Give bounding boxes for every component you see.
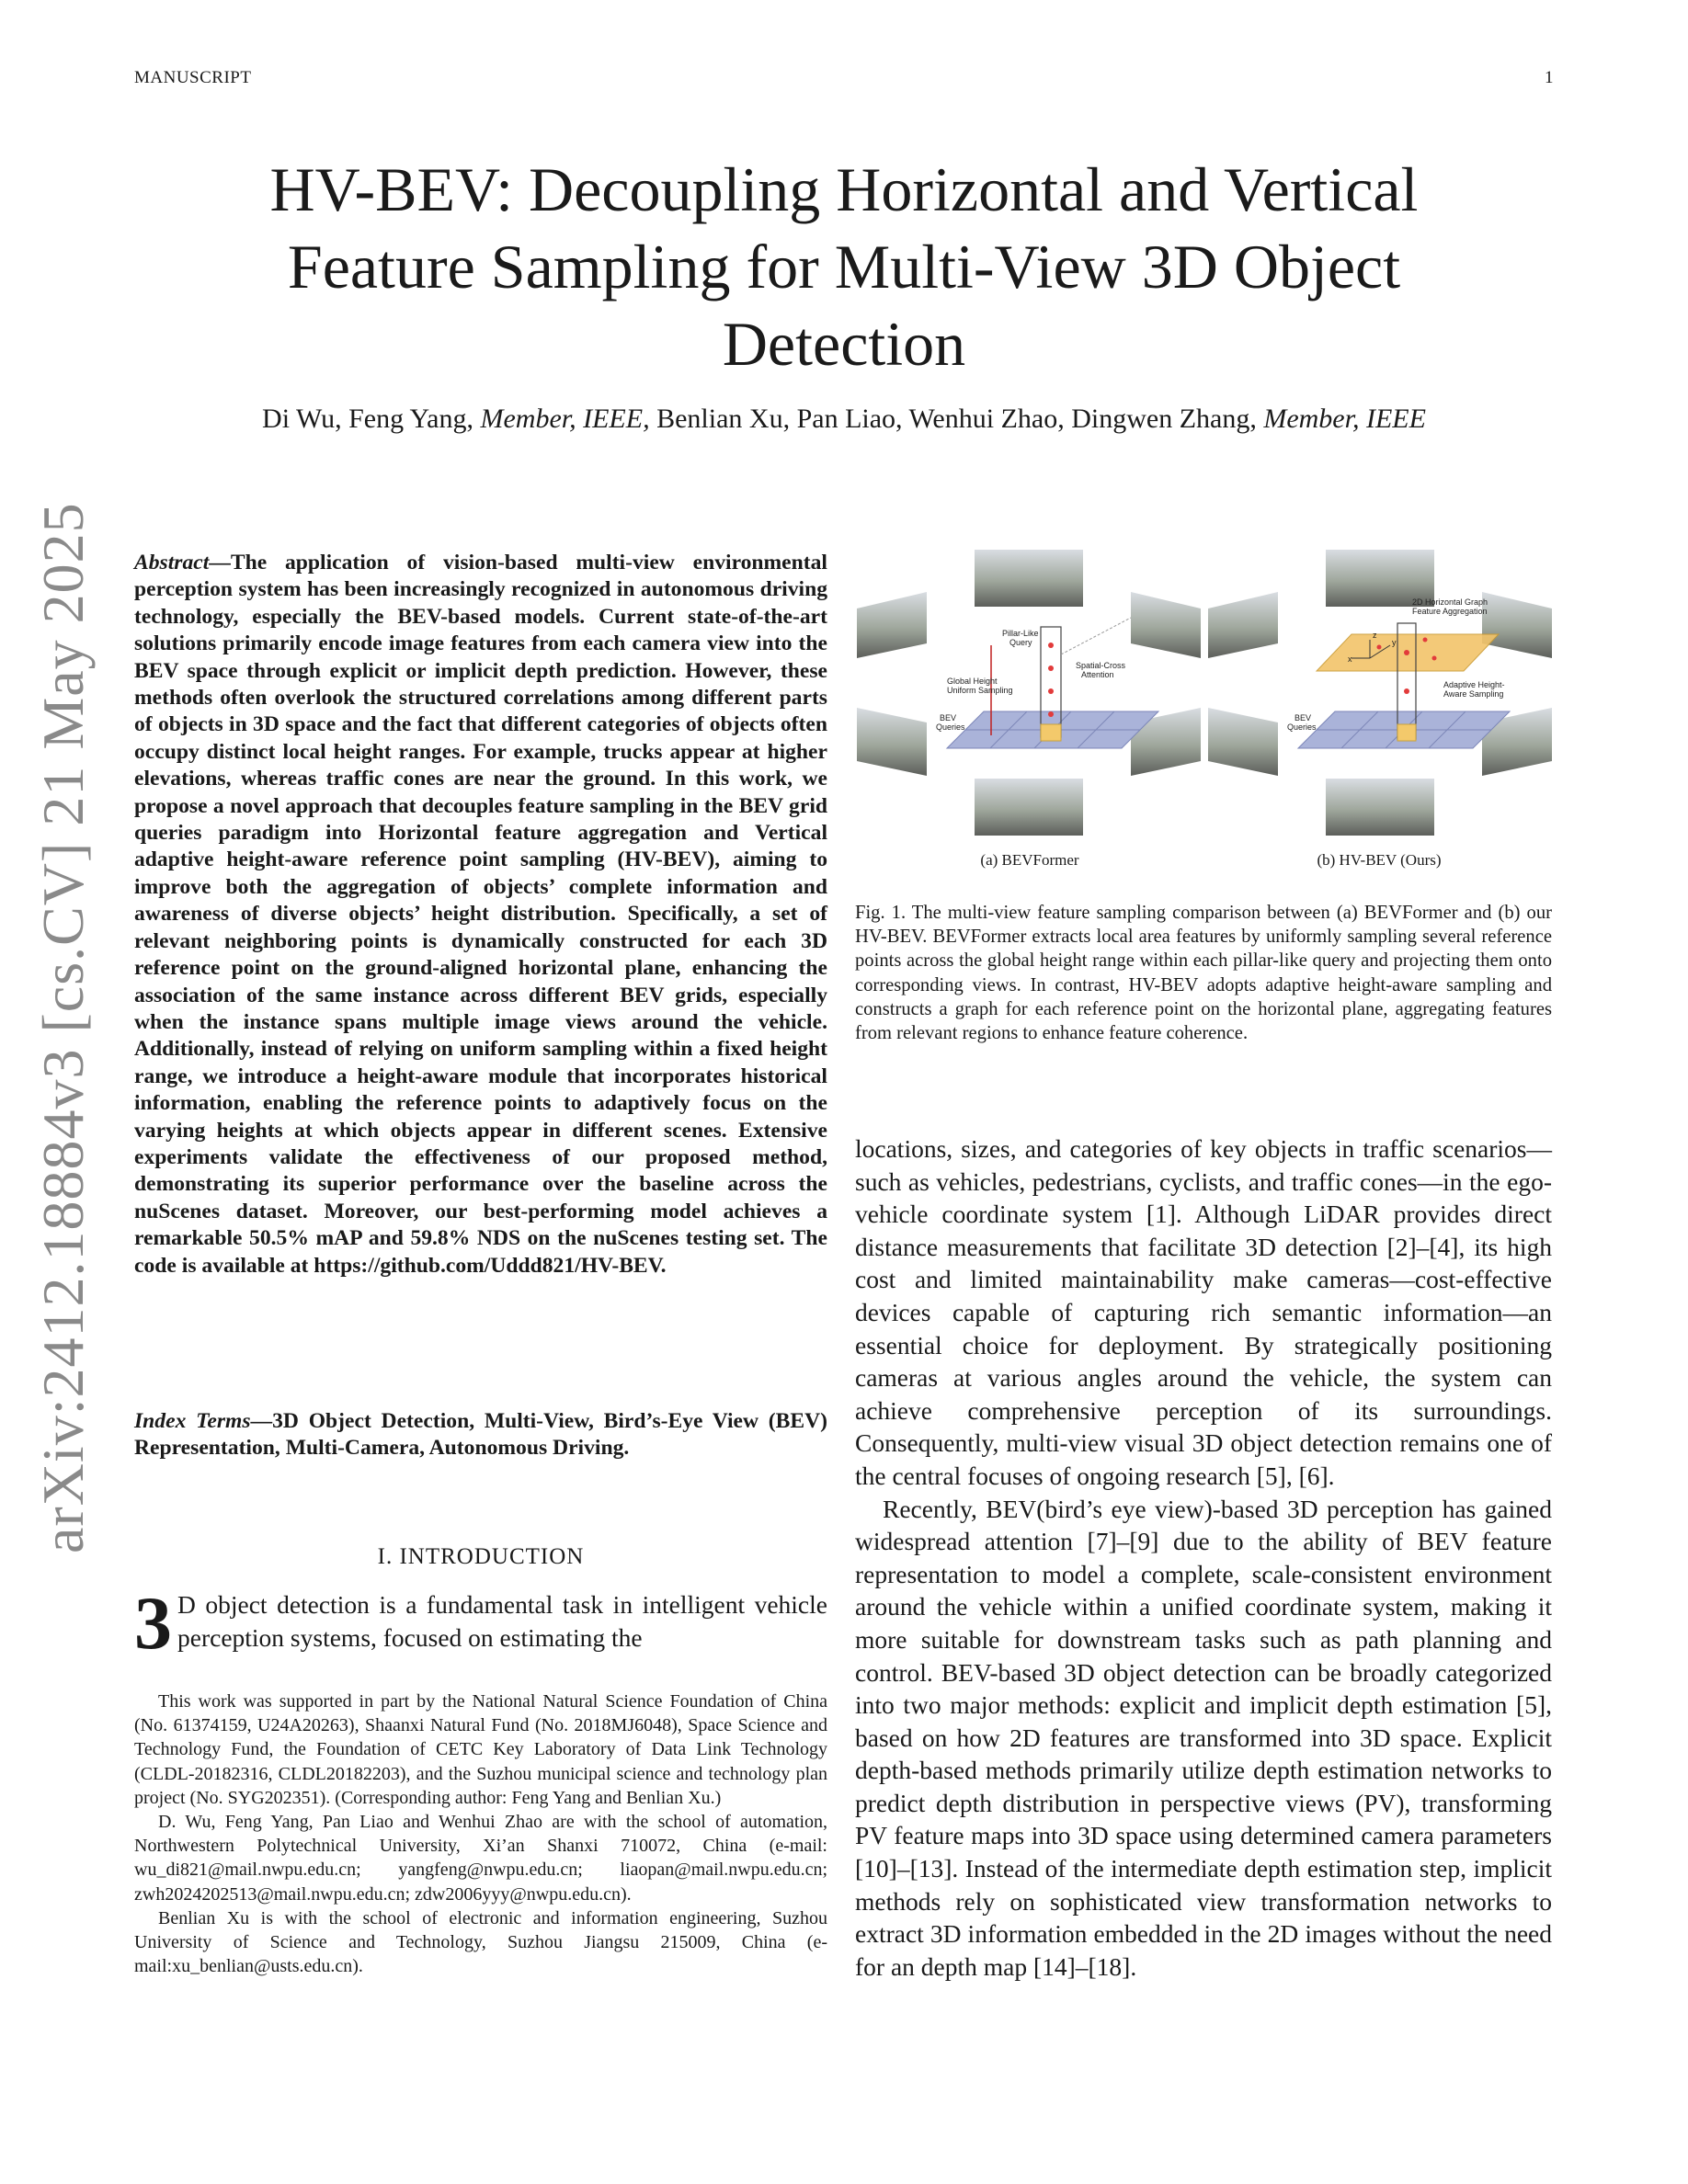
camera-front-left-b: [1208, 592, 1278, 658]
paragraph-1: locations, sizes, and categories of key objects in traffic scenarios—such as vehicles, pedestrians, cyclists, and traffic cones—in the ego-vehicle coordinate system [1]. Although LiDAR provides direct distance measurements that facilitate 3D detection [2]–[4], its high cost and limited maintainability make cameras—cost-effective devices capable of capturing rich semantic information—an essential choice for deployment. By strategically positioning cameras at various angles around the vehicle, the system can achieve comprehensive perception of its surroundings. Consequently, multi-view visual 3D object detection remains one of the central focuses of ongoing research [5], [6].: [855, 1134, 1552, 1490]
label-global-height: Global Height Uniform Sampling: [947, 677, 1013, 695]
camera-back-left-a: [857, 708, 927, 776]
footnote-funding: This work was supported in part by the National Natural Science Foundation of China (No. 61374159, U24A20263), Shaanxi Natural Fund (No. 2018MJ6048), Space Science and Technology Fund, the Foundation of CETC Key Laboratory of Data Link Technology (CLDL-20182316, CLDL20182203), and the Suzhou municipal science and technology plan project (No. SYG202351). (Corresponding author: Feng Yang and Benlian Xu.): [134, 1691, 827, 1808]
authors-part-1: Di Wu, Feng Yang,: [262, 404, 481, 434]
title-line-2: Feature Sampling for Multi-View 3D Object: [287, 232, 1401, 301]
section-title: NTRODUCTION: [407, 1544, 585, 1569]
footnote-affiliation-1: D. Wu, Feng Yang, Pan Liao and Wenhui Zhao are with the school of automation, Northwestern Polytechnical University, Xi’an Shanxi 710072, China (e-mail: wu_di821@mail.nwpu.edu.cn; yangfeng@nwpu.edu.cn; liaopan@mail.nwpu.edu.cn; zwh2024202513@mail.nwpu.edu.cn; zdw2006yyy@nwpu.edu.cn).: [134, 1812, 827, 1905]
abstract-text: —The application of vision-based multi-view environmental perception system has been increasingly recognized in autonomous driving technology, especially the BEV-based models. Current state-of-the-art solutions primarily encode image features from each camera view into the BEV space through explicit or implicit depth prediction. However, these methods often overlook the structured correlations among different parts of objects in 3D space and the fact that different categories of objects often occupy distinct local height ranges. For example, trucks appear at higher elevations, whereas traffic cones are near the ground. In this work, we propose a novel approach that decouples feature sampling in the BEV grid queries paradigm into Horizontal feature aggregation and Vertical adaptive height-aware reference point sampling (HV-BEV), aiming to improve both the aggregation of objects’ complete information and awareness of diverse objects’ height distribution. Specifically, a set of relevant neighboring points is dynamically constructed for each 3D reference point on the ground-aligned horizontal plane, enhancing the association of the same instance across different BEV grids, especially when the instance spans multiple image views around the vehicle. Additionally, instead of relying on uniform sampling within a fixed height range, we introduce a height-aware module that incorporates historical information, enabling the reference points to adaptively focus on the varying heights at which objects appear in different scenes. Extensive experiments validate the effectiveness of our proposed method, demonstrating its superior performance over the baseline across the nuScenes dataset. Moreover, our best-performing model achieves a remarkable 50.5% mAP and 59.8% NDS on the nuScenes testing set. The code is available at https://github.com/Uddd821/HV-BEV.: [134, 551, 827, 1278]
label-adaptive-height: Adaptive Height-Aware Sampling: [1443, 680, 1505, 699]
index-terms-text: —3D Object Detection, Multi-View, Bird’s-Eye View (BEV) Representation, Multi-Camera, Autonomous Driving.: [134, 1409, 827, 1461]
running-header: MANUSCRIPT: [134, 68, 252, 87]
figure-diagram: [855, 544, 1554, 847]
author-list: [138, 401, 1550, 438]
authors-affil-2: Member, IEEE: [1263, 404, 1426, 434]
camera-front-right-a: [1131, 592, 1201, 658]
axis-label-z: z: [1373, 631, 1377, 640]
footnote: [134, 1689, 827, 1978]
label-bev-queries-a: BEV Queries: [936, 713, 965, 732]
camera-front-right-b: [1482, 592, 1552, 658]
drop-cap: 3: [134, 1581, 172, 1665]
title-line-1: HV-BEV: Decoupling Horizontal and Vertical: [269, 154, 1419, 224]
label-spatial-cross: Spatial-Cross Attention: [1076, 661, 1126, 679]
intro-paragraph: [134, 1581, 827, 1665]
figure-caption: Fig. 1. The multi-view feature sampling comparison between (a) BEVFormer and (b) our HV-BEV. BEVFormer extracts local area features by uniformly sampling several reference points across the global height range within each pillar-like query and projecting them onto corresponding views. In contrast, HV-BEV adopts adaptive height-aware sampling and constructs a graph for each reference point on the horizontal plane, aggregating features from relevant regions to enhance feature coherence.: [855, 903, 1552, 1044]
label-pillar-query: Pillar-Like Query: [1002, 629, 1039, 647]
paper-title: [138, 151, 1550, 382]
camera-front-left-a: [857, 592, 927, 658]
axis-label-x: x: [1348, 654, 1352, 664]
label-graph-aggregation: 2D Horizontal Graph Feature Aggregation: [1412, 597, 1488, 616]
section-heading: [134, 1544, 827, 1570]
figure-label-a: (a) BEVFormer: [980, 851, 1079, 869]
axis-label-y: y: [1392, 638, 1397, 647]
authors-part-2: Benlian Xu, Pan Liao, Wenhui Zhao, Dingwen Zhang,: [649, 404, 1264, 434]
figure-1: [855, 544, 1554, 873]
camera-back-b: [1326, 779, 1434, 836]
section-number: I.: [377, 1544, 400, 1569]
index-terms-lead: Index Terms: [134, 1409, 251, 1433]
camera-front-a: [975, 550, 1083, 607]
footnote-affiliation-2: Benlian Xu is with the school of electronic and information engineering, Suzhou University of Science and Technology, Suzhou Jiangsu 215009, China (e-mail:xu_benlian@usts.edu.cn).: [134, 1907, 827, 1977]
right-column-text: [855, 1132, 1552, 1983]
arxiv-identifier: arXiv:2412.18884v3 [cs.CV] 21 May 2025: [30, 502, 96, 1553]
page-number: 1: [1545, 68, 1554, 87]
intro-text: D object detection is a fundamental task in intelligent vehicle perception systems, focused on estimating the: [177, 1590, 827, 1652]
label-bev-queries-b: BEV Queries: [1287, 713, 1317, 732]
camera-back-left-b: [1208, 708, 1278, 776]
camera-back-a: [975, 779, 1083, 836]
paragraph-2: Recently, BEV(bird’s eye view)-based 3D perception has gained widespread attention [7]–[9] due to the ability of BEV feature representation to model a complete, scale-consistent environment around the vehicle within a unified coordinate system, making it more suitable for downstream tasks such as path planning and control. BEV-based 3D object detection can be broadly categorized into two major methods: explicit and implicit depth estimation [5], based on how 2D features are transformed into 3D space. Explicit depth-based methods primarily utilize depth estimation networks to predict depth distribution in perspective views (PV), transforming PV feature maps into 3D space using determined camera parameters [10]–[13]. Instead of the intermediate depth estimation step, implicit methods rely on sophisticated view transformation networks to extract 3D information embedded in the 2D images without the need for an depth map [14]–[18].: [855, 1494, 1552, 1981]
figure-label-b: (b) HV-BEV (Ours): [1317, 851, 1442, 869]
abstract-lead: Abstract: [134, 551, 210, 574]
authors-affil-1: Member, IEEE,: [480, 404, 650, 434]
abstract: [134, 550, 827, 1280]
index-terms: [134, 1408, 827, 1462]
section-initial: I: [399, 1544, 408, 1569]
title-line-3: Detection: [722, 309, 966, 379]
camera-views-a: [857, 550, 1201, 836]
